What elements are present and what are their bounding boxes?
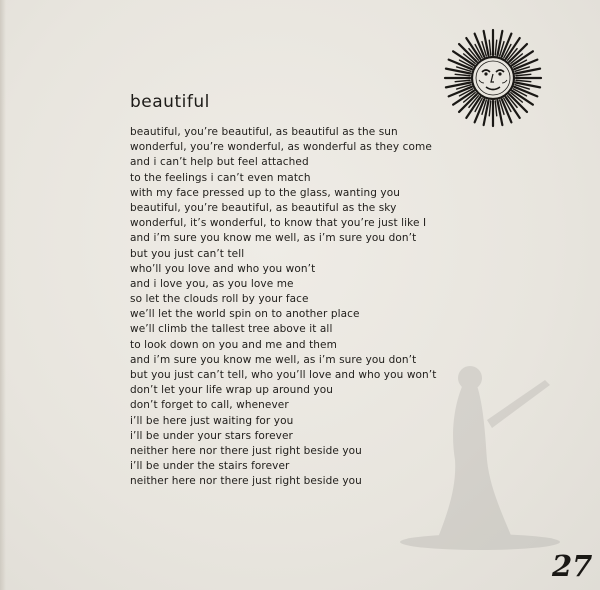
poem-line: who’ll you love and who you won’t — [130, 262, 316, 275]
poem-line: but you just can’t tell, who you’ll love and who you won’t — [130, 369, 437, 381]
poem-line: i’ll be here just waiting for you — [130, 414, 294, 427]
poem-line: i’ll be under your stars forever — [130, 429, 293, 442]
poem-line: i’ll be under the stairs forever — [130, 460, 290, 473]
poem-line: we’ll climb the tallest tree above it all — [130, 323, 333, 336]
poem-line: don’t forget to call, whenever — [130, 399, 289, 412]
poem-line: neither here nor there just right beside you — [130, 444, 362, 457]
poem-line: we’ll let the world spin on to another place — [130, 308, 360, 321]
sun-ray — [516, 74, 531, 75]
poem-line: and i’m sure you know me well, as i’m sure you don’t — [130, 353, 417, 366]
poem-line: and i’m sure you know me well, as i’m sure you don’t — [130, 232, 417, 245]
sun-ray — [509, 94, 527, 112]
page-number: 27 — [552, 549, 593, 583]
poem-line: to look down on you and me and them — [130, 338, 337, 351]
poem-line: but you just can’t tell — [130, 247, 245, 260]
sun-ray — [489, 101, 490, 116]
sun-face-woodcut-icon — [443, 28, 543, 128]
poem-line: and i can’t help but feel attached — [130, 156, 309, 169]
sun-ray — [455, 74, 470, 75]
sun-ray — [495, 101, 496, 116]
sun-ray — [459, 94, 477, 112]
sun-ray — [516, 80, 531, 81]
poem-line: wonderful, it’s wonderful, to know that you’re just like I — [130, 217, 427, 230]
poem-body — [130, 125, 475, 490]
poem-line: neither here nor there just right beside you — [130, 475, 362, 488]
sun-ray — [495, 40, 496, 55]
poem-title: beautiful — [130, 92, 210, 112]
sun-ray — [509, 44, 527, 62]
sun-ray — [489, 40, 490, 55]
poem-line: so let the clouds roll by your face — [130, 293, 309, 306]
poem-line: with my face pressed up to the glass, wanting you — [130, 186, 401, 199]
page-edge-shadow — [0, 0, 6, 590]
sun-ray — [455, 80, 470, 81]
poem-line: beautiful, you’re beautiful, as beautiful as the sky — [130, 201, 397, 214]
sun-ray — [459, 44, 477, 62]
poem-line: to the feelings i can’t even match — [130, 171, 311, 184]
poem-line: beautiful, you’re beautiful, as beautiful as the sun — [130, 126, 398, 138]
poem-line: don’t let your life wrap up around you — [130, 384, 333, 397]
poem-line: and i love you, as you love me — [130, 277, 294, 290]
poem-line: wonderful, you’re wonderful, as wonderful as they come — [130, 141, 432, 154]
